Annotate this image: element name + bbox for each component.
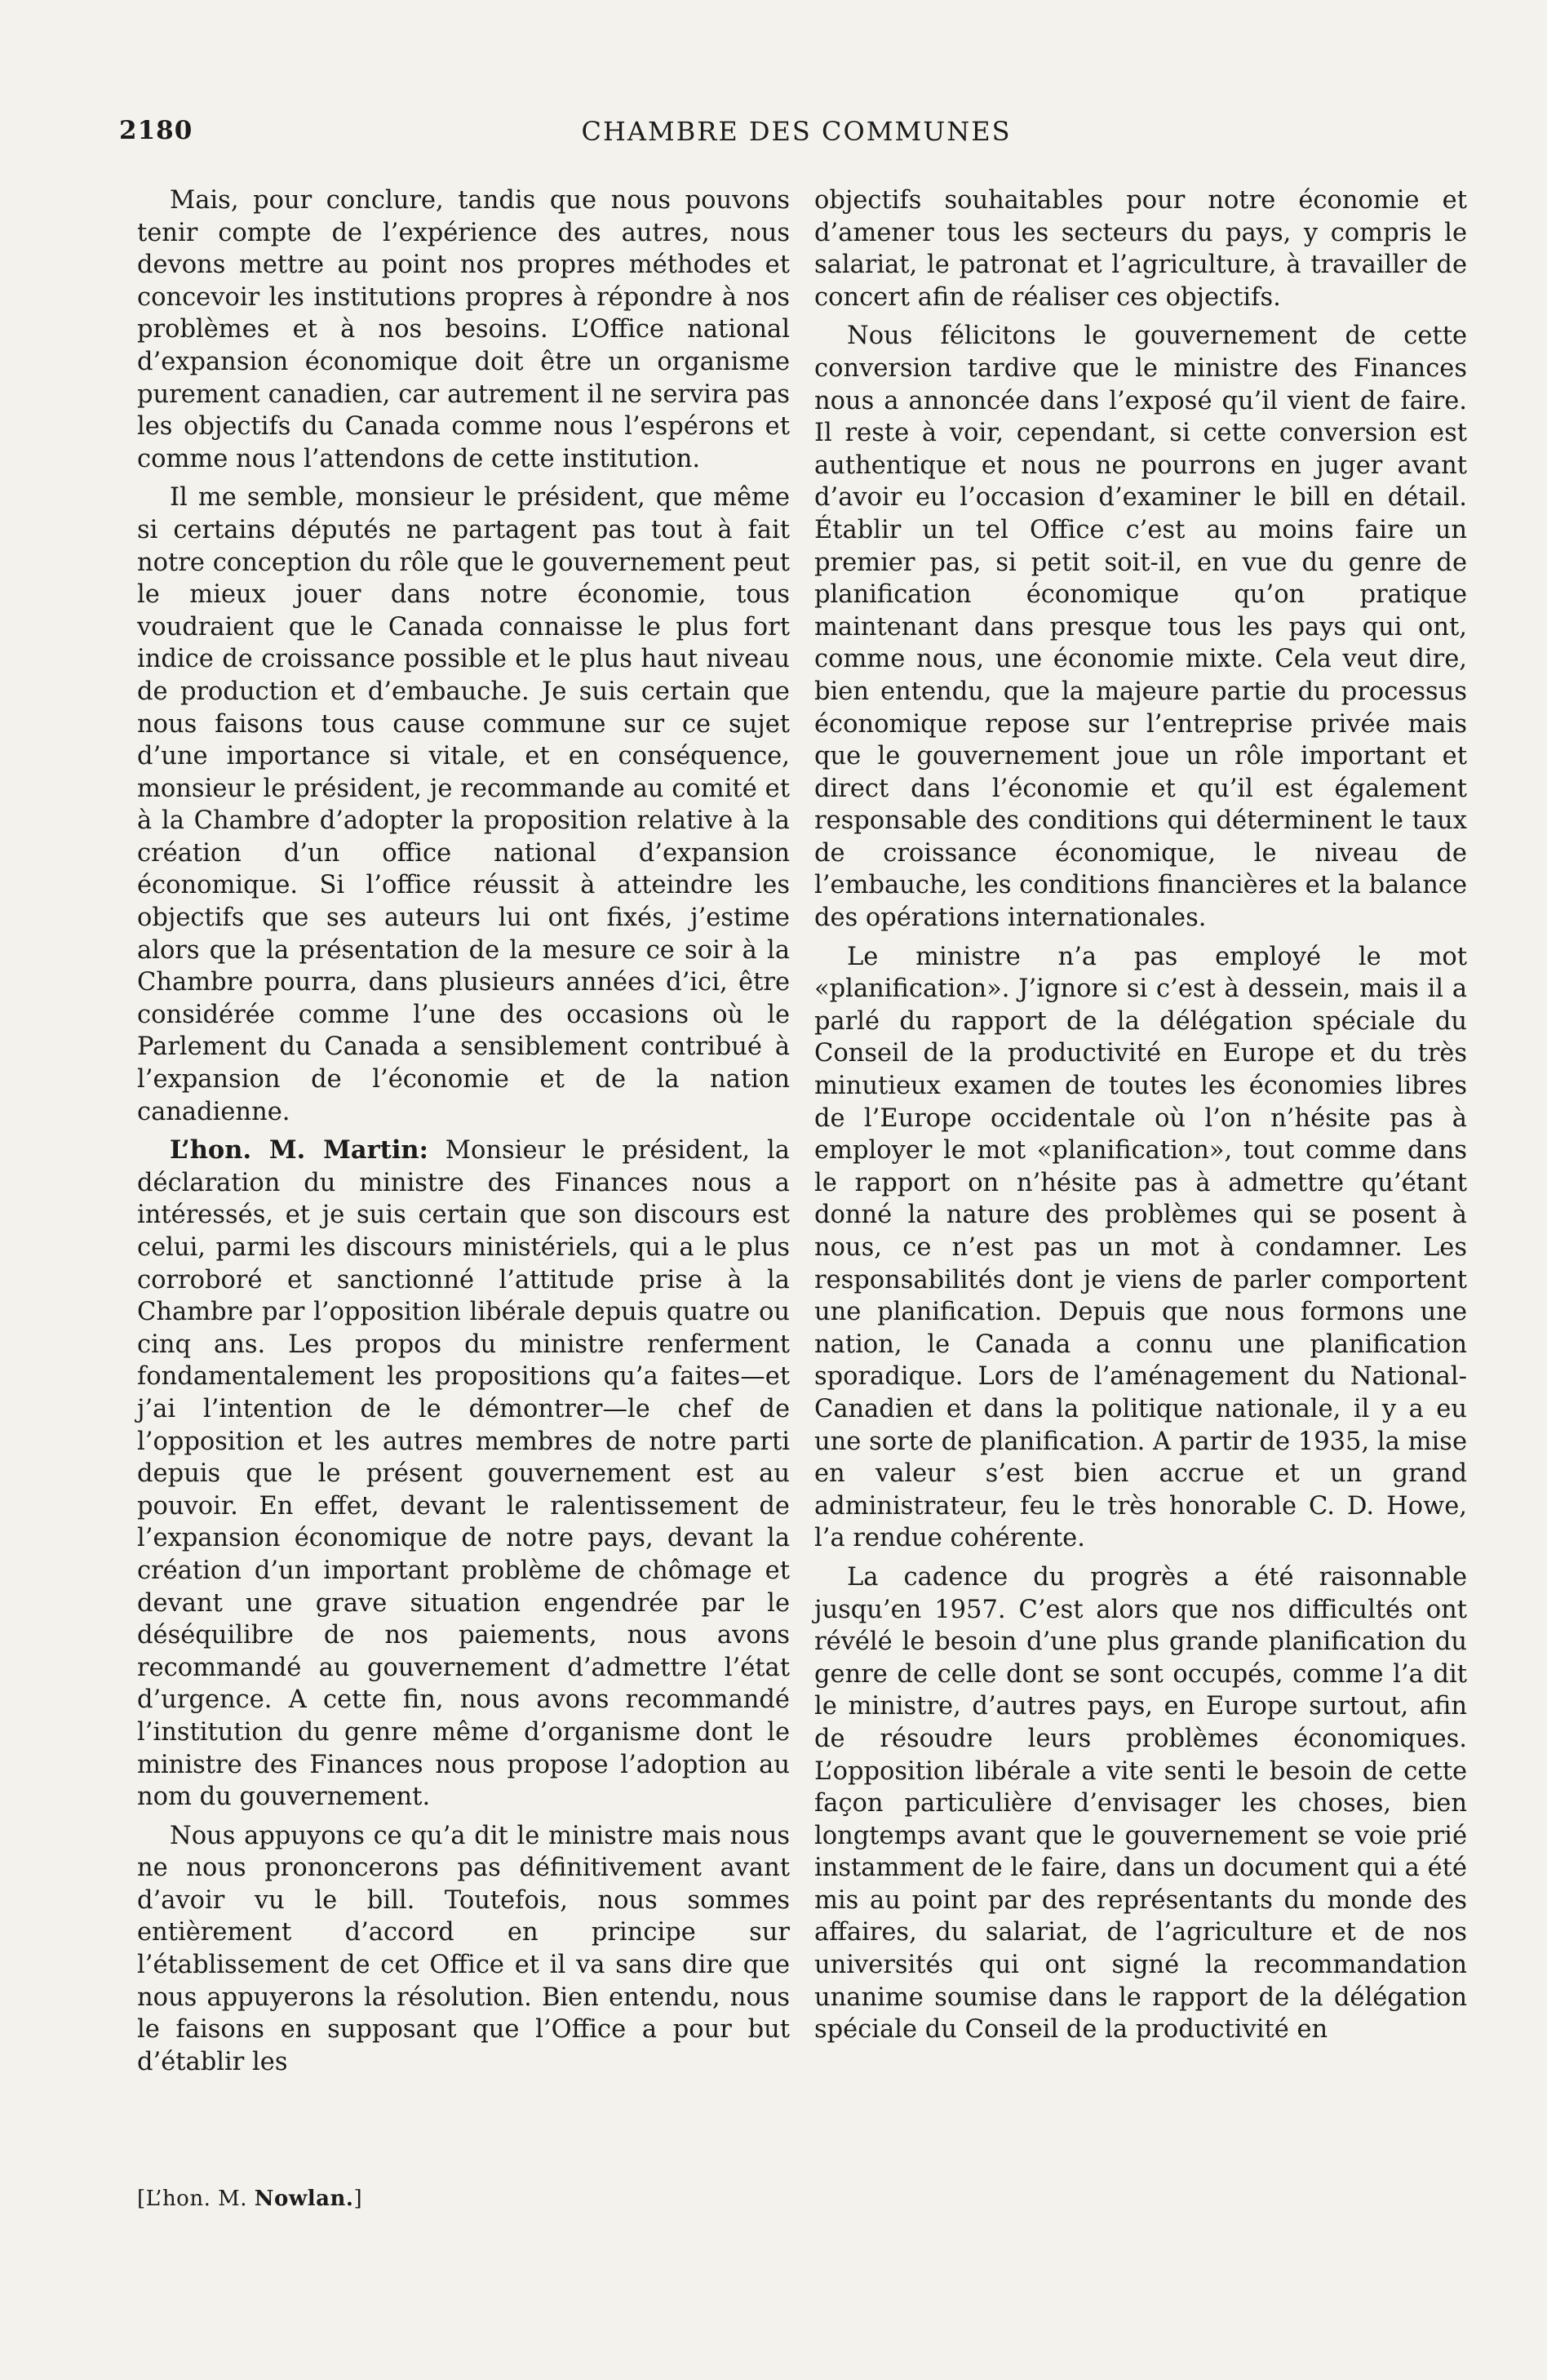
speaker-reference xyxy=(137,2187,362,2211)
speaker-paragraph xyxy=(137,1134,790,1813)
speaker-reference-name: Nowlan. xyxy=(254,2187,354,2211)
speaker-reference-open: [L’hon. M. xyxy=(137,2187,247,2211)
paragraph: Nous félicitons le gouvernement de cette conversion tardive que le ministre des Finances nous a annoncée dans l’exposé qu’il vient de faire. Il reste à voir, cependant, si cette conversion est authentique et nous ne pourrons en juger avant d’avoir eu l’occasion d’examiner le bill en détail. Établir un tel Office c’est au moins faire un premier pas, si petit soit-il, en vue du genre de planification économique qu’on pratique maintenant dans presque tous les pays qui ont, comme nous, une économie mixte. Cela veut dire, bien entendu, que la majeure partie du processus économique repose sur l’entreprise privée mais que le gouvernement joue un rôle important et direct dans l’économie et qu’il est également responsable des conditions qui déterminent le taux de croissance économique, le niveau de l’embauche, les conditions financières et la balance des opérations internationales. xyxy=(814,322,1467,933)
page-number: 2180 xyxy=(119,116,193,145)
speech-text: Monsieur le président, la déclaration du ministre des Finances nous a intéressés, et je suis certain que son discours est celui, parmi les discours ministériels, qui a le plus corroboré et sanctionné l’attitude prise à la Chambre par l’opposition libérale depuis quatre ou cinq ans. Les propos du ministre renferment fondamentalement les propositions qu’a faites—et j’ai l’intention de le démontrer—le chef de l’opposition et les autres membres de notre parti depuis que le présent gouvernement est au pouvoir. En effet, devant le ralentissement de l’expansion économique de notre pays, devant la création d’un important problème de chômage et devant une grave situation engendrée par le déséquilibre de nos paiements, nous avons recommandé au gouvernement d’admettre l’état d’urgence. A cette fin, nous avons recommandé l’institution du genre même d’organisme dont le ministre des Finances nous propose l’adoption au nom du gouvernement. xyxy=(137,1136,790,1812)
paragraph: Nous appuyons ce qu’a dit le ministre mais nous ne nous prononcerons pas définitivement avant d’avoir vu le bill. Toutefois, nous sommes entièrement d’accord en principe sur l’établissement de cet Office et il va sans dire que nous appuyerons la résolution. Bien entendu, nous le faisons en supposant que l’Office a pour but d’établir les xyxy=(137,1821,790,2076)
right-column xyxy=(814,184,1467,2053)
speaker-reference-close: ] xyxy=(353,2187,363,2211)
paragraph: Il me semble, monsieur le président, que même si certains députés ne partagent pas tout à fait notre conception du rôle que le gouvernement peut le mieux jouer dans notre économie, tous voudraient que le Canada connaisse le plus fort indice de croissance possible et le plus haut niveau de production et d’embauche. Je suis certain que nous faisons tous cause commune sur ce sujet d’une importance si vitale, et en conséquence, monsieur le président, je recommande au comité et à la Chambre d’adopter la proposition relative à la création d’un office national d’expansion économique. Si l’office réussit à atteindre les objectifs que ses auteurs lui ont fixés, j’estime alors que la présentation de la mesure ce soir à la Chambre pourra, dans plusieurs années d’ici, être considérée comme l’une des occasions où le Parlement du Canada a sensiblement contribué à l’expansion de l’économie et de la nation canadienne. xyxy=(137,483,790,1126)
paragraph: Le ministre n’a pas employé le mot «planification». J’ignore si c’est à dessein, mais il a parlé du rapport de la délégation spéciale du Conseil de la productivité en Europe et du très minutieux examen de toutes les économies libres de l’Europe occidentale où l’on n’hésite pas à employer le mot «planification», tout comme dans le rapport on n’hésite pas à admettre qu’étant donné la nature des problèmes qui se posent à nous, ce n’est pas un mot à condamner. Les responsabilités dont je viens de parler comportent une planification. Depuis que nous formons une nation, le Canada a connu une planification sporadique. Lors de l’aménagement du National-Canadien et dans la politique nationale, il y a eu une sorte de planification. A partir de 1935, la mise en valeur s’est bien accrue et un grand administrateur, feu le très honorable C. D. Howe, l’a rendue cohérente. xyxy=(814,942,1467,1553)
paragraph: La cadence du progrès a été raisonnable jusqu’en 1957. C’est alors que nos difficultés ont révélé le besoin d’une plus grande planification du genre de celle dont se sont occupés, comme l’a dit le ministre, d’autres pays, en Europe surtout, afin de résoudre leurs problèmes économiques. L’opposition libérale a vite senti le besoin de cette façon particulière d’envisager les choses, bien longtemps avant que le gouvernement se voie prié instamment de le faire, dans un document qui a été mis au point par des représentants du monde des affaires, du salariat, de l’agriculture et de nos universités qui ont signé la recommandation unanime soumise dans le rapport de la délégation spéciale du Conseil de la productivité en xyxy=(814,1562,1467,2045)
page-header xyxy=(119,116,1474,157)
paragraph: Mais, pour conclure, tandis que nous pouvons tenir compte de l’expérience des autres, nous devons mettre au point nos propres méthodes et concevoir les institutions propres à répondre à nos problèmes et à nos besoins. L’Office national d’expansion économique doit être un organisme purement canadien, car autrement il ne servira pas les objectifs du Canada comme nous l’espérons et comme nous l’attendons de cette institution. xyxy=(137,186,790,473)
running-head: CHAMBRE DES COMMUNES xyxy=(581,116,1012,147)
paragraph: objectifs souhaitables pour notre économie et d’amener tous les secteurs du pays, y compris le salariat, le patronat et l’agriculture, à travailler de concert afin de réaliser ces objectifs. xyxy=(814,186,1467,312)
left-column xyxy=(137,184,790,2085)
speaker-name: L’hon. M. Martin: xyxy=(170,1135,428,1166)
